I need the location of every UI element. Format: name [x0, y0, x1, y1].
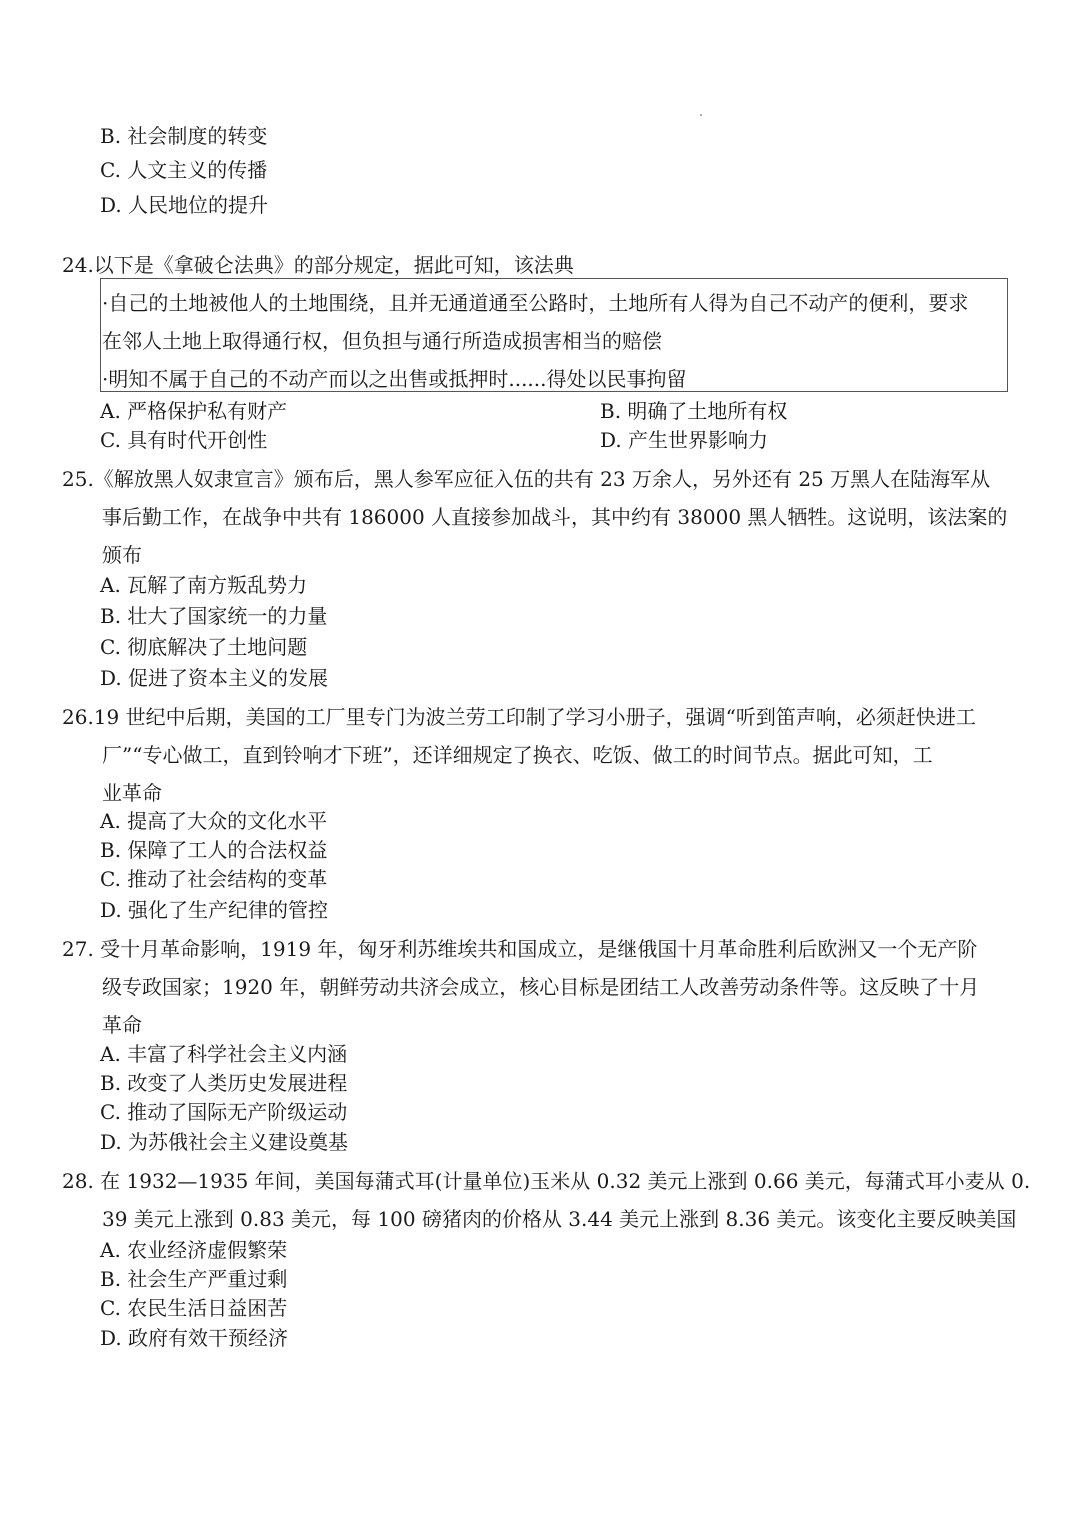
q27-option-d[interactable]: D. 为苏俄社会主义建设奠基	[100, 1130, 349, 1154]
q27-stem-line: 级专政国家；1920 年，朝鲜劳动共济会成立，核心目标是团结工人改善劳动条件等。这反映了十月	[102, 975, 980, 999]
q26-option-b[interactable]: B. 保障了工人的合法权益	[100, 838, 328, 862]
q24-option-a[interactable]: A. 严格保护私有财产	[100, 399, 288, 423]
q24-option-c[interactable]: C. 具有时代开创性	[100, 428, 268, 452]
q28-option-d[interactable]: D. 政府有效干预经济	[100, 1326, 289, 1350]
q25-stem-line: 25.《解放黑人奴隶宣言》颁布后，黑人参军应征入伍的共有 23 万余人，另外还有 25 万黑人在陆海军从	[62, 467, 991, 491]
q25-option-d[interactable]: D. 促进了资本主义的发展	[100, 666, 329, 690]
q25-stem-line: 颁布	[102, 543, 142, 567]
q24-material-line: ·明知不属于自己的不动产而以之出售或抵押时......得处以民事拘留	[102, 367, 687, 391]
q25-option-a[interactable]: A. 瓦解了南方叛乱势力	[100, 573, 308, 597]
q27-stem-line: 27. 受十月革命影响，1919 年，匈牙利苏维埃共和国成立，是继俄国十月革命胜利后欧洲又一个无产阶	[62, 937, 978, 961]
q27-option-c[interactable]: C. 推动了国际无产阶级运动	[100, 1100, 348, 1124]
q24-material-line: 在邻人土地上取得通行权，但负担与通行所造成损害相当的赔偿	[102, 329, 662, 353]
q26-option-a[interactable]: A. 提高了大众的文化水平	[100, 809, 328, 833]
q28-stem-line: 39 美元上涨到 0.83 美元，每 100 磅猪肉的价格从 3.44 美元上涨到 8.36 美元。该变化主要反映美国	[102, 1207, 1017, 1231]
q26-option-c[interactable]: C. 推动了社会结构的变革	[100, 867, 328, 891]
q28-stem-line: 28. 在 1932—1935 年间，美国每蒲式耳(计量单位)玉米从 0.32 美元上涨到 0.66 美元，每蒲式耳小麦从 0.	[62, 1169, 1031, 1193]
q25-stem-line: 事后勤工作，在战争中共有 186000 人直接参加战斗，其中约有 38000 黑人牺牲。这说明，该法案的	[102, 505, 1008, 529]
q28-option-a[interactable]: A. 农业经济虚假繁荣	[100, 1238, 288, 1262]
q25-option-c[interactable]: C. 彻底解决了土地问题	[100, 635, 308, 659]
q26-stem-line: 26.19 世纪中后期，美国的工厂里专门为波兰劳工印制了学习小册子，强调“听到笛声响，必须赶快进工	[62, 705, 976, 729]
speck-mark	[700, 114, 702, 116]
q28-option-b[interactable]: B. 社会生产严重过剩	[100, 1267, 288, 1291]
q24-material-line: ·自己的土地被他人的土地围绕，且并无通道通至公路时，土地所有人得为自己不动产的便利，要求	[102, 291, 969, 315]
q23-option-b[interactable]: B. 社会制度的转变	[100, 124, 268, 148]
q27-stem-line: 革命	[102, 1013, 142, 1037]
q27-option-b[interactable]: B. 改变了人类历史发展进程	[100, 1071, 348, 1095]
q26-stem-line: 业革命	[102, 781, 162, 805]
q24-option-d[interactable]: D. 产生世界影响力	[600, 428, 769, 452]
q24-stem: 24.以下是《拿破仑法典》的部分规定，据此可知，该法典	[62, 253, 574, 277]
q23-option-c[interactable]: C. 人文主义的传播	[100, 158, 268, 182]
q25-option-b[interactable]: B. 壮大了国家统一的力量	[100, 604, 328, 628]
q24-option-b[interactable]: B. 明确了土地所有权	[600, 399, 788, 423]
q27-option-a[interactable]: A. 丰富了科学社会主义内涵	[100, 1042, 348, 1066]
q28-option-c[interactable]: C. 农民生活日益困苦	[100, 1296, 288, 1320]
q23-option-d[interactable]: D. 人民地位的提升	[100, 193, 269, 217]
q26-stem-line: 厂”“专心做工，直到铃响才下班”，还详细规定了换衣、吃饭、做工的时间节点。据此可知，工	[102, 743, 933, 767]
q26-option-d[interactable]: D. 强化了生产纪律的管控	[100, 898, 329, 922]
